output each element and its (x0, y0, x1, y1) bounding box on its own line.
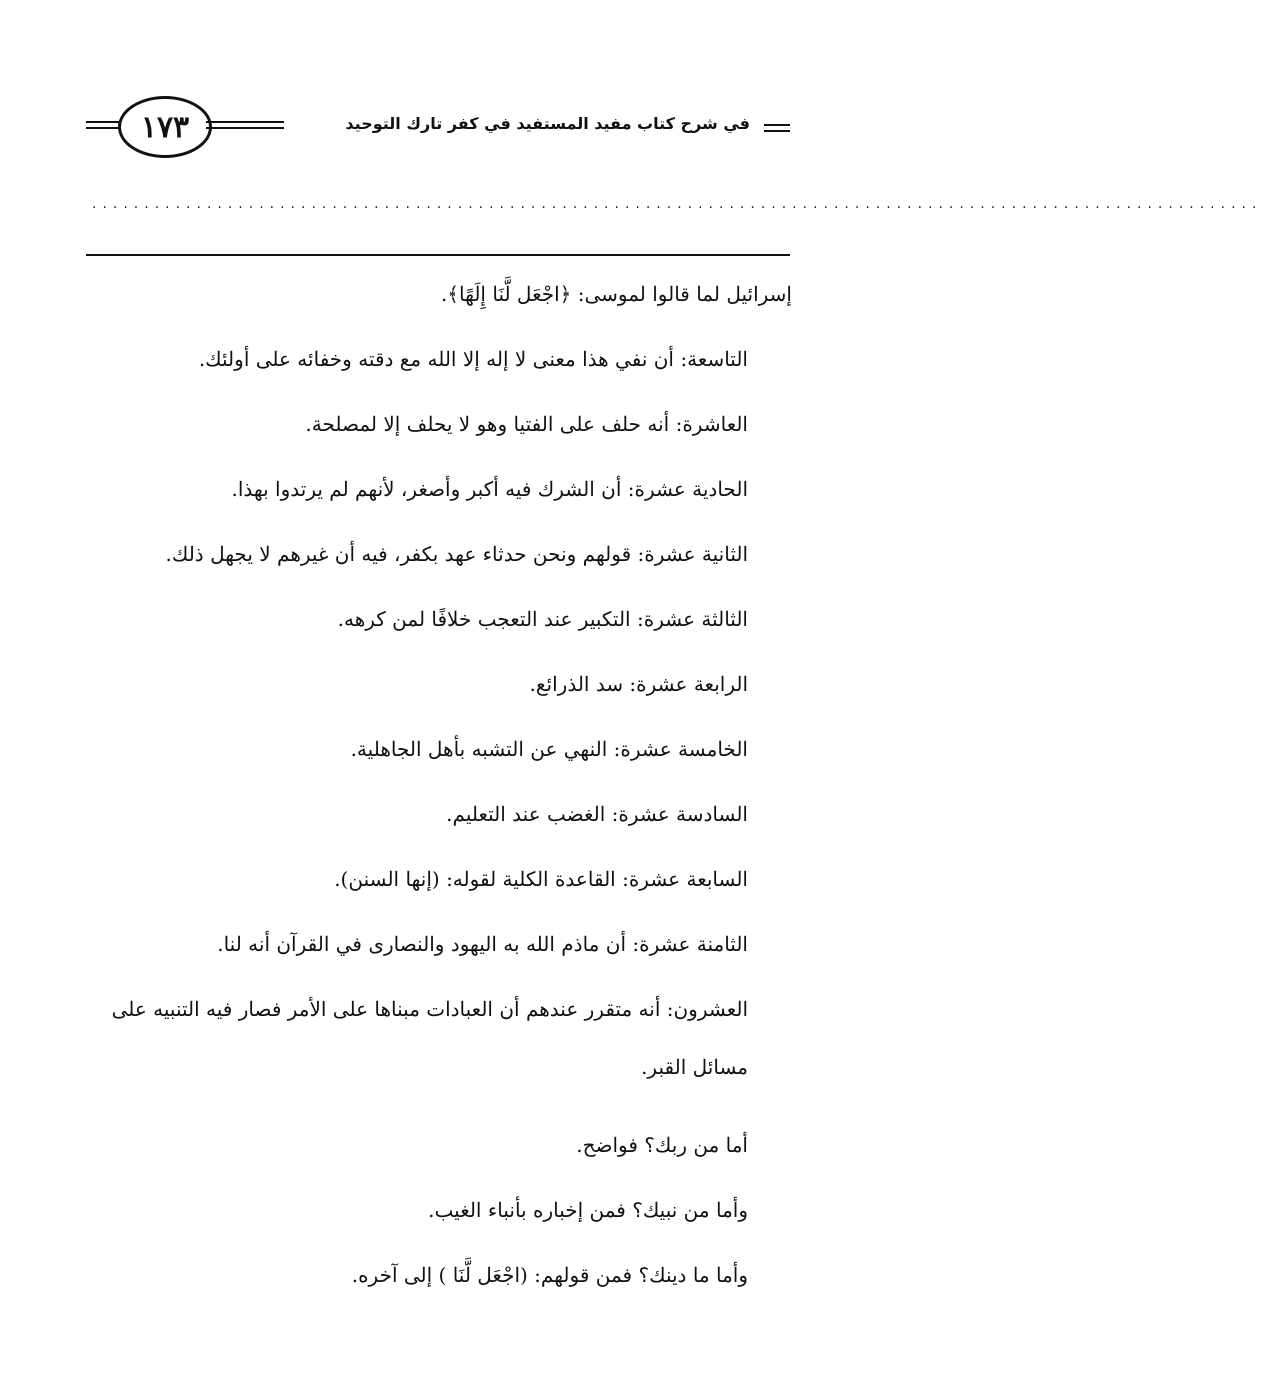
paragraph-twelfth: الثانية عشرة: قولهم ونحن حدثاء عهد بكفر، فيه أن غيرهم لا يجهل ذلك. (165, 542, 748, 566)
paragraph-fourteenth: الرابعة عشرة: سد الذرائع. (529, 672, 748, 696)
right-rule-outer (206, 121, 284, 123)
paragraph-continuation: إسرائيل لما قالوا لموسى: ﴿اجْعَل لَّنَا إِلَهًا﴾. (440, 282, 792, 306)
dotted-separator: ................................................................................................................ (92, 196, 1262, 212)
paragraph-seventeenth: السابعة عشرة: القاعدة الكلية لقوله: (إنها السنن). (334, 867, 748, 891)
paragraph-what-is-your-religion: وأما ما دينك؟ فمن قولهم: (اجْعَل لَّنَا ) إلى آخره. (351, 1263, 748, 1287)
title-marker-bottom (764, 130, 790, 132)
page-number: ١٧٣ (118, 96, 212, 158)
paragraph-ninth: التاسعة: أن نفي هذا معنى لا إله إلا الله مع دقته وخفائه على أولئك. (198, 347, 748, 371)
paragraph-twentieth: العشرون: أنه متقرر عندهم أن العبادات مبناها على الأمر فصار فيه التنبيه على مسائل القبر. (111, 997, 748, 1079)
paragraph-eighteenth: الثامنة عشرة: أن ماذم الله به اليهود والنصارى في القرآن أنه لنا. (217, 932, 748, 956)
page-body (84, 278, 792, 1291)
paragraph-eleventh: الحادية عشرة: أن الشرك فيه أكبر وأصغر، لأنهم لم يرتدوا بهذا. (231, 477, 748, 501)
page-header (0, 0, 879, 190)
title-marker-top (764, 124, 790, 126)
paragraph-sixteenth: السادسة عشرة: الغضب عند التعليم. (446, 802, 748, 826)
right-rule-inner (206, 127, 284, 129)
paragraph-fifteenth: الخامسة عشرة: النهي عن التشبه بأهل الجاهلية. (350, 737, 748, 761)
running-title: في شرح كتاب مفيد المستفيد في كفر تارك التوحيد (345, 114, 750, 133)
paragraph-thirteenth: الثالثة عشرة: التكبير عند التعجب خلافًا لمن كرهه. (337, 607, 748, 631)
horizontal-rule (86, 254, 790, 256)
left-rule-outer (86, 121, 120, 123)
left-rule-inner (86, 127, 120, 129)
paragraph-who-is-your-prophet: وأما من نبيك؟ فمن إخباره بأنباء الغيب. (428, 1198, 748, 1222)
paragraph-who-is-your-lord: أما من ربك؟ فواضح. (576, 1133, 748, 1157)
paragraph-tenth: العاشرة: أنه حلف على الفتيا وهو لا يحلف إلا لمصلحة. (305, 412, 748, 436)
